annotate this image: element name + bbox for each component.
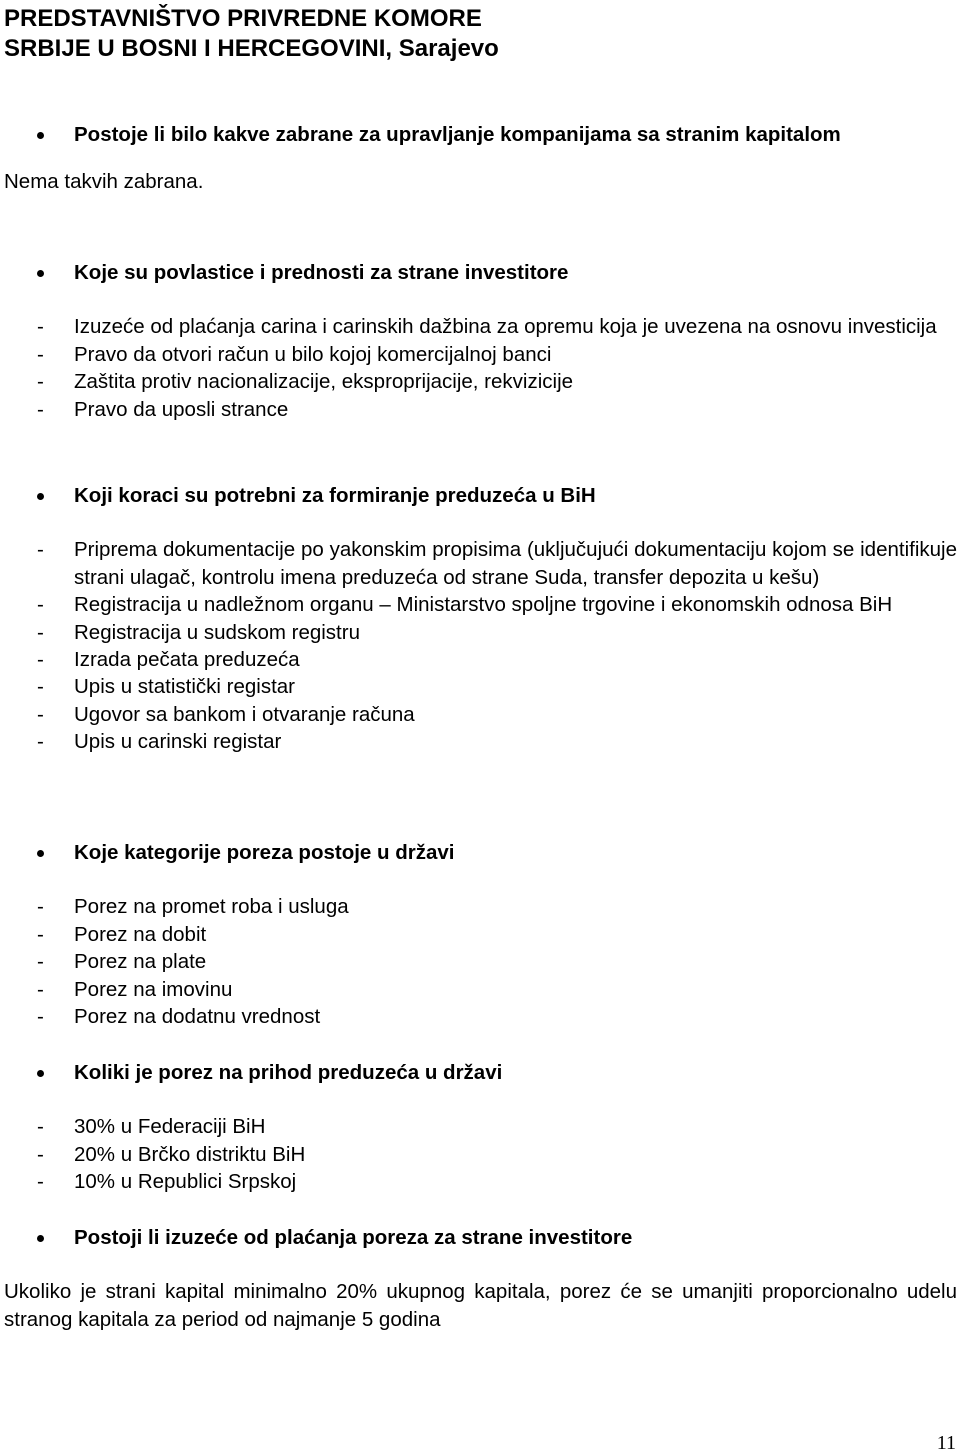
list-item: [0, 536, 960, 591]
list-item: [0, 646, 960, 673]
question-text: Postoje li bilo kakve zabrane za upravljanje kompanijama sa stranim kapitalom: [74, 123, 841, 146]
list-item: [0, 893, 960, 920]
list-item-text: Pravo da uposli strance: [74, 397, 289, 421]
bullet-icon: [37, 850, 44, 857]
list-item-text: Priprema dokumentacije po yakonskim propisima (uključujući dokumentaciju kojom se identifikuje strani ulagač, kontrolu imena preduzeća od strane Suda, transfer depozita u kešu): [74, 538, 957, 589]
list-item-text: Ugovor sa bankom i otvaranje računa: [74, 702, 415, 726]
question-heading: [0, 1059, 960, 1086]
list-item: [0, 1168, 960, 1195]
list-item: [0, 313, 960, 340]
section-tax-categories: [0, 839, 960, 1030]
dash-icon: -: [37, 370, 44, 394]
list-item-text: Porez na dobit: [74, 922, 207, 946]
list-item-text: Upis u statistički registar: [74, 675, 296, 699]
dash-icon: -: [37, 648, 44, 672]
dash-icon: -: [37, 1005, 44, 1029]
dash-icon: -: [37, 922, 44, 946]
bullet-icon: [37, 132, 44, 139]
question-heading: [0, 482, 960, 509]
list-item: [0, 341, 960, 368]
list-item-text: Pravo da otvori račun u bilo kojoj komercijalnoj banci: [74, 342, 552, 366]
section-income-tax: [0, 1059, 960, 1196]
list-item: [0, 701, 960, 728]
list-item: [0, 976, 960, 1003]
list-item-text: Porez na imovinu: [74, 977, 233, 1001]
question-text: Koliki je porez na prihod preduzeća u državi: [74, 1061, 503, 1084]
list-item: [0, 368, 960, 395]
list-item: [0, 921, 960, 948]
privileges-list: [0, 313, 960, 423]
question-text: Koje kategorije poreza postoje u državi: [74, 841, 455, 864]
list-item-text: Upis u carinski registar: [74, 730, 282, 754]
question-heading: [0, 121, 960, 148]
header-line-2: SRBIJE U BOSNI I HERCEGOVINI, Sarajevo: [4, 35, 499, 62]
question-heading: [0, 839, 960, 866]
list-item: [0, 1141, 960, 1168]
dash-icon: -: [37, 950, 44, 974]
dash-icon: -: [37, 538, 44, 562]
question-text: Koji koraci su potrebni za formiranje preduzeća u BiH: [74, 484, 596, 507]
question-text: Koje su povlastice i prednosti za strane investitore: [74, 261, 569, 284]
section-privileges: [0, 259, 960, 423]
dash-icon: -: [37, 977, 44, 1001]
page-number: 11: [936, 1432, 956, 1454]
list-item: [0, 948, 960, 975]
list-item: [0, 396, 960, 423]
list-item-text: Porez na promet roba i usluga: [74, 895, 349, 919]
steps-list: [0, 536, 960, 755]
list-item: [0, 673, 960, 700]
dash-icon: -: [37, 675, 44, 699]
dash-icon: -: [37, 895, 44, 919]
answer-paragraph: Nema takvih zabrana.: [4, 170, 204, 194]
list-item-text: 20% u Brčko distriktu BiH: [74, 1142, 306, 1166]
answer-paragraph: Ukoliko je strani kapital minimalno 20% ukupnog kapitala, porez će se umanjiti proporcionalno udelu stranog kapitala za period od najmanje 5 godina: [4, 1280, 957, 1331]
bullet-icon: [37, 493, 44, 500]
header-line-1: PREDSTAVNIŠTVO PRIVREDNE KOMORE: [4, 5, 482, 32]
list-item: [0, 591, 960, 618]
bullet-icon: [37, 1235, 44, 1242]
list-item: [0, 619, 960, 646]
section-management-ban: [0, 121, 960, 196]
question-heading: [0, 259, 960, 286]
question-heading: [0, 1224, 960, 1251]
tax-categories-list: [0, 893, 960, 1030]
list-item: [0, 1003, 960, 1030]
section-tax-exemption: [0, 1224, 960, 1333]
dash-icon: -: [37, 620, 44, 644]
list-item-text: Izrada pečata preduzeća: [74, 648, 300, 672]
dash-icon: -: [37, 730, 44, 754]
question-text: Postoji li izuzeće od plaćanja poreza za strane investitore: [74, 1226, 633, 1249]
dash-icon: -: [37, 315, 44, 339]
list-item-text: Registracija u sudskom registru: [74, 620, 360, 644]
list-item: [0, 728, 960, 755]
dash-icon: -: [37, 1142, 44, 1166]
list-item-text: Registracija u nadležnom organu – Ministarstvo spoljne trgovine i ekonomskih odnosa BiH: [74, 593, 893, 617]
list-item: [0, 1113, 960, 1140]
dash-icon: -: [37, 397, 44, 421]
dash-icon: -: [37, 342, 44, 366]
dash-icon: -: [37, 1115, 44, 1139]
list-item-text: Zaštita protiv nacionalizacije, eksproprijacije, rekvizicije: [74, 370, 574, 394]
dash-icon: -: [37, 1170, 44, 1194]
list-item-text: 10% u Republici Srpskoj: [74, 1170, 297, 1194]
list-item-text: Izuzeće od plaćanja carina i carinskih dažbina za opremu koja je uvezena na osnovu investicija: [74, 315, 937, 339]
list-item-text: Porez na dodatnu vrednost: [74, 1005, 321, 1029]
section-company-formation-steps: [0, 482, 960, 756]
list-item-text: Porez na plate: [74, 950, 207, 974]
page-title: [4, 4, 944, 64]
income-tax-list: [0, 1113, 960, 1195]
bullet-icon: [37, 1070, 44, 1077]
dash-icon: -: [37, 593, 44, 617]
bullet-icon: [37, 270, 44, 277]
list-item-text: 30% u Federaciji BiH: [74, 1115, 266, 1139]
dash-icon: -: [37, 702, 44, 726]
